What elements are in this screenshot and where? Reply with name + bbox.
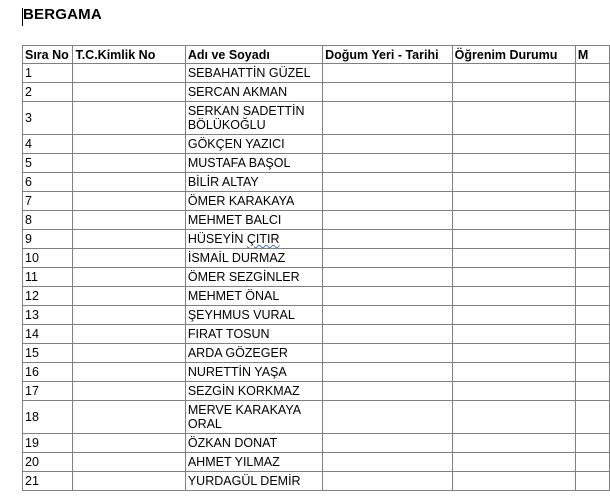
cell-ogrenim-durumu[interactable] bbox=[452, 192, 575, 211]
cell-sira-no[interactable]: 6 bbox=[23, 173, 73, 192]
table-row bbox=[23, 401, 610, 434]
cell-dogum-yeri-tarihi[interactable] bbox=[323, 102, 453, 135]
cell-adi-soyadi[interactable]: BİLİR ALTAY bbox=[185, 173, 322, 192]
cell-adi-soyadi[interactable]: AHMET YILMAZ bbox=[185, 453, 322, 472]
table-row bbox=[23, 102, 610, 135]
cell-sira-no[interactable]: 18 bbox=[23, 401, 73, 434]
cell-dogum-yeri-tarihi[interactable] bbox=[323, 211, 453, 230]
table-row bbox=[23, 192, 610, 211]
cell-sira-no[interactable]: 7 bbox=[23, 192, 73, 211]
cell-truncated-column[interactable] bbox=[575, 102, 609, 135]
cell-dogum-yeri-tarihi[interactable] bbox=[323, 192, 453, 211]
cell-ogrenim-durumu[interactable] bbox=[452, 287, 575, 306]
cell-ogrenim-durumu[interactable] bbox=[452, 434, 575, 453]
table-row bbox=[23, 64, 610, 83]
cell-ogrenim-durumu[interactable] bbox=[452, 154, 575, 173]
cell-tc-kimlik-no[interactable] bbox=[73, 211, 185, 230]
cell-ogrenim-durumu[interactable] bbox=[452, 83, 575, 102]
table-row bbox=[23, 287, 610, 306]
cell-truncated-column[interactable] bbox=[575, 401, 609, 434]
cell-truncated-column[interactable] bbox=[575, 287, 609, 306]
cell-adi-soyadi[interactable]: MEHMET BALCI bbox=[185, 211, 322, 230]
cell-dogum-yeri-tarihi[interactable] bbox=[323, 287, 453, 306]
cell-sira-no[interactable]: 15 bbox=[23, 344, 73, 363]
cell-sira-no[interactable]: 1 bbox=[23, 64, 73, 83]
cell-adi-soyadi[interactable]: İSMAİL DURMAZ bbox=[185, 249, 322, 268]
cell-adi-soyadi[interactable]: SEZGİN KORKMAZ bbox=[185, 382, 322, 401]
cell-adi-soyadi[interactable]: ÖZKAN DONAT bbox=[185, 434, 322, 453]
header-tc-kimlik-no[interactable]: T.C.Kimlik No bbox=[73, 46, 185, 64]
cell-dogum-yeri-tarihi[interactable] bbox=[323, 325, 453, 344]
cell-truncated-column[interactable] bbox=[575, 154, 609, 173]
cell-truncated-column[interactable] bbox=[575, 453, 609, 472]
cell-adi-soyadi[interactable]: GÖKÇEN YAZICI bbox=[185, 135, 322, 154]
cell-sira-no[interactable]: 14 bbox=[23, 325, 73, 344]
header-dogum-yeri-tarihi[interactable]: Doğum Yeri - Tarihi bbox=[323, 46, 453, 64]
cell-adi-soyadi[interactable]: MUSTAFA BAŞOL bbox=[185, 154, 322, 173]
cell-tc-kimlik-no[interactable] bbox=[73, 64, 185, 83]
cell-truncated-column[interactable] bbox=[575, 434, 609, 453]
cell-dogum-yeri-tarihi[interactable] bbox=[323, 154, 453, 173]
cell-ogrenim-durumu[interactable] bbox=[452, 344, 575, 363]
cell-adi-soyadi[interactable] bbox=[185, 230, 322, 249]
header-truncated-column[interactable]: M bbox=[575, 46, 609, 64]
table-row bbox=[23, 268, 610, 287]
cell-sira-no[interactable]: 20 bbox=[23, 453, 73, 472]
cell-adi-soyadi[interactable]: ARDA GÖZEGER bbox=[185, 344, 322, 363]
cell-sira-no[interactable]: 13 bbox=[23, 306, 73, 325]
cell-dogum-yeri-tarihi[interactable] bbox=[323, 64, 453, 83]
cell-tc-kimlik-no[interactable] bbox=[73, 154, 185, 173]
cell-truncated-column[interactable] bbox=[575, 211, 609, 230]
cell-adi-soyadi[interactable]: MEHMET ÖNAL bbox=[185, 287, 322, 306]
cell-truncated-column[interactable] bbox=[575, 230, 609, 249]
cell-sira-no[interactable]: 19 bbox=[23, 434, 73, 453]
header-ogrenim-durumu[interactable]: Öğrenim Durumu bbox=[452, 46, 575, 64]
cell-sira-no[interactable]: 10 bbox=[23, 249, 73, 268]
cell-sira-no[interactable]: 8 bbox=[23, 211, 73, 230]
cell-dogum-yeri-tarihi[interactable] bbox=[323, 363, 453, 382]
table-row bbox=[23, 325, 610, 344]
table-row bbox=[23, 83, 610, 102]
table-row bbox=[23, 344, 610, 363]
cell-truncated-column[interactable] bbox=[575, 249, 609, 268]
table-row bbox=[23, 472, 610, 491]
cell-tc-kimlik-no[interactable] bbox=[73, 325, 185, 344]
cell-adi-soyadi[interactable]: ÖMER KARAKAYA bbox=[185, 192, 322, 211]
table-header-row bbox=[23, 46, 610, 64]
cell-dogum-yeri-tarihi[interactable] bbox=[323, 249, 453, 268]
cell-dogum-yeri-tarihi[interactable] bbox=[323, 453, 453, 472]
cell-tc-kimlik-no[interactable] bbox=[73, 306, 185, 325]
cell-tc-kimlik-no[interactable] bbox=[73, 287, 185, 306]
cell-dogum-yeri-tarihi[interactable] bbox=[323, 472, 453, 491]
cell-ogrenim-durumu[interactable] bbox=[452, 173, 575, 192]
cell-truncated-column[interactable] bbox=[575, 192, 609, 211]
personnel-table bbox=[22, 45, 610, 491]
cell-tc-kimlik-no[interactable] bbox=[73, 102, 185, 135]
cell-adi-soyadi[interactable]: MERVE KARAKAYA ORAL bbox=[185, 401, 322, 434]
cell-dogum-yeri-tarihi[interactable] bbox=[323, 268, 453, 287]
cell-sira-no[interactable]: 12 bbox=[23, 287, 73, 306]
cell-ogrenim-durumu[interactable] bbox=[452, 401, 575, 434]
cell-dogum-yeri-tarihi[interactable] bbox=[323, 382, 453, 401]
table-row bbox=[23, 154, 610, 173]
cell-ogrenim-durumu[interactable] bbox=[452, 230, 575, 249]
cell-tc-kimlik-no[interactable] bbox=[73, 401, 185, 434]
table-row bbox=[23, 434, 610, 453]
cell-dogum-yeri-tarihi[interactable] bbox=[323, 344, 453, 363]
table-row bbox=[23, 363, 610, 382]
table-body bbox=[23, 64, 610, 491]
cell-dogum-yeri-tarihi[interactable] bbox=[323, 230, 453, 249]
cell-tc-kimlik-no[interactable] bbox=[73, 268, 185, 287]
table-row bbox=[23, 382, 610, 401]
cell-tc-kimlik-no[interactable] bbox=[73, 230, 185, 249]
table-row bbox=[23, 230, 610, 249]
cell-ogrenim-durumu[interactable] bbox=[452, 249, 575, 268]
header-sira-no[interactable]: Sıra No bbox=[23, 46, 73, 64]
cell-tc-kimlik-no[interactable] bbox=[73, 173, 185, 192]
cell-sira-no[interactable]: 5 bbox=[23, 154, 73, 173]
cell-sira-no[interactable]: 3 bbox=[23, 102, 73, 135]
cell-ogrenim-durumu[interactable] bbox=[452, 325, 575, 344]
cell-tc-kimlik-no[interactable] bbox=[73, 135, 185, 154]
cell-adi-soyadi[interactable]: NURETTİN YAŞA bbox=[185, 363, 322, 382]
cell-ogrenim-durumu[interactable] bbox=[452, 135, 575, 154]
cell-tc-kimlik-no[interactable] bbox=[73, 249, 185, 268]
cell-sira-no[interactable]: 21 bbox=[23, 472, 73, 491]
cell-truncated-column[interactable] bbox=[575, 325, 609, 344]
cell-dogum-yeri-tarihi[interactable] bbox=[323, 306, 453, 325]
cell-dogum-yeri-tarihi[interactable] bbox=[323, 135, 453, 154]
cell-ogrenim-durumu[interactable] bbox=[452, 64, 575, 83]
cell-tc-kimlik-no[interactable] bbox=[73, 382, 185, 401]
cell-sira-no[interactable]: 9 bbox=[23, 230, 73, 249]
cell-ogrenim-durumu[interactable] bbox=[452, 102, 575, 135]
cell-ogrenim-durumu[interactable] bbox=[452, 363, 575, 382]
table-row bbox=[23, 306, 610, 325]
cell-truncated-column[interactable] bbox=[575, 173, 609, 192]
cell-sira-no[interactable]: 2 bbox=[23, 83, 73, 102]
cell-tc-kimlik-no[interactable] bbox=[73, 192, 185, 211]
cell-adi-soyadi[interactable]: SEBAHATTİN GÜZEL bbox=[185, 64, 322, 83]
header-adi-soyadi[interactable]: Adı ve Soyadı bbox=[185, 46, 322, 64]
document-title[interactable]: BERGAMA bbox=[23, 6, 102, 23]
table-row bbox=[23, 135, 610, 154]
table-row bbox=[23, 173, 610, 192]
cell-ogrenim-durumu[interactable] bbox=[452, 211, 575, 230]
cell-sira-no[interactable]: 16 bbox=[23, 363, 73, 382]
cell-dogum-yeri-tarihi[interactable] bbox=[323, 173, 453, 192]
cell-dogum-yeri-tarihi[interactable] bbox=[323, 83, 453, 102]
table-row bbox=[23, 453, 610, 472]
cell-tc-kimlik-no[interactable] bbox=[73, 453, 185, 472]
table-row bbox=[23, 211, 610, 230]
cell-sira-no[interactable]: 11 bbox=[23, 268, 73, 287]
cell-ogrenim-durumu[interactable] bbox=[452, 268, 575, 287]
cell-tc-kimlik-no[interactable] bbox=[73, 344, 185, 363]
cell-truncated-column[interactable] bbox=[575, 83, 609, 102]
cell-adi-soyadi[interactable]: SERCAN AKMAN bbox=[185, 83, 322, 102]
cell-truncated-column[interactable] bbox=[575, 135, 609, 154]
cell-truncated-column[interactable] bbox=[575, 382, 609, 401]
cell-adi-soyadi[interactable]: SERKAN SADETTİN BÖLÜKOĞLU bbox=[185, 102, 322, 135]
cell-truncated-column[interactable] bbox=[575, 344, 609, 363]
cell-adi-soyadi[interactable]: YURDAGÜL DEMİR bbox=[185, 472, 322, 491]
cell-tc-kimlik-no[interactable] bbox=[73, 434, 185, 453]
name-text: HÜSEYİN bbox=[187, 232, 247, 246]
cell-ogrenim-durumu[interactable] bbox=[452, 382, 575, 401]
cell-dogum-yeri-tarihi[interactable] bbox=[323, 434, 453, 453]
misspelled-word: ÇITIR bbox=[246, 232, 280, 246]
cell-ogrenim-durumu[interactable] bbox=[452, 472, 575, 491]
cell-truncated-column[interactable] bbox=[575, 306, 609, 325]
cell-ogrenim-durumu[interactable] bbox=[452, 306, 575, 325]
cell-tc-kimlik-no[interactable] bbox=[73, 363, 185, 382]
cell-sira-no[interactable]: 4 bbox=[23, 135, 73, 154]
cell-tc-kimlik-no[interactable] bbox=[73, 83, 185, 102]
cell-adi-soyadi[interactable]: FIRAT TOSUN bbox=[185, 325, 322, 344]
cell-truncated-column[interactable] bbox=[575, 64, 609, 83]
table-row bbox=[23, 249, 610, 268]
cell-ogrenim-durumu[interactable] bbox=[452, 453, 575, 472]
cell-adi-soyadi[interactable]: ÖMER SEZGİNLER bbox=[185, 268, 322, 287]
cell-tc-kimlik-no[interactable] bbox=[73, 472, 185, 491]
cell-adi-soyadi[interactable]: ŞEYHMUS VURAL bbox=[185, 306, 322, 325]
cell-truncated-column[interactable] bbox=[575, 472, 609, 491]
cell-truncated-column[interactable] bbox=[575, 363, 609, 382]
cell-sira-no[interactable]: 17 bbox=[23, 382, 73, 401]
cell-truncated-column[interactable] bbox=[575, 268, 609, 287]
cell-dogum-yeri-tarihi[interactable] bbox=[323, 401, 453, 434]
